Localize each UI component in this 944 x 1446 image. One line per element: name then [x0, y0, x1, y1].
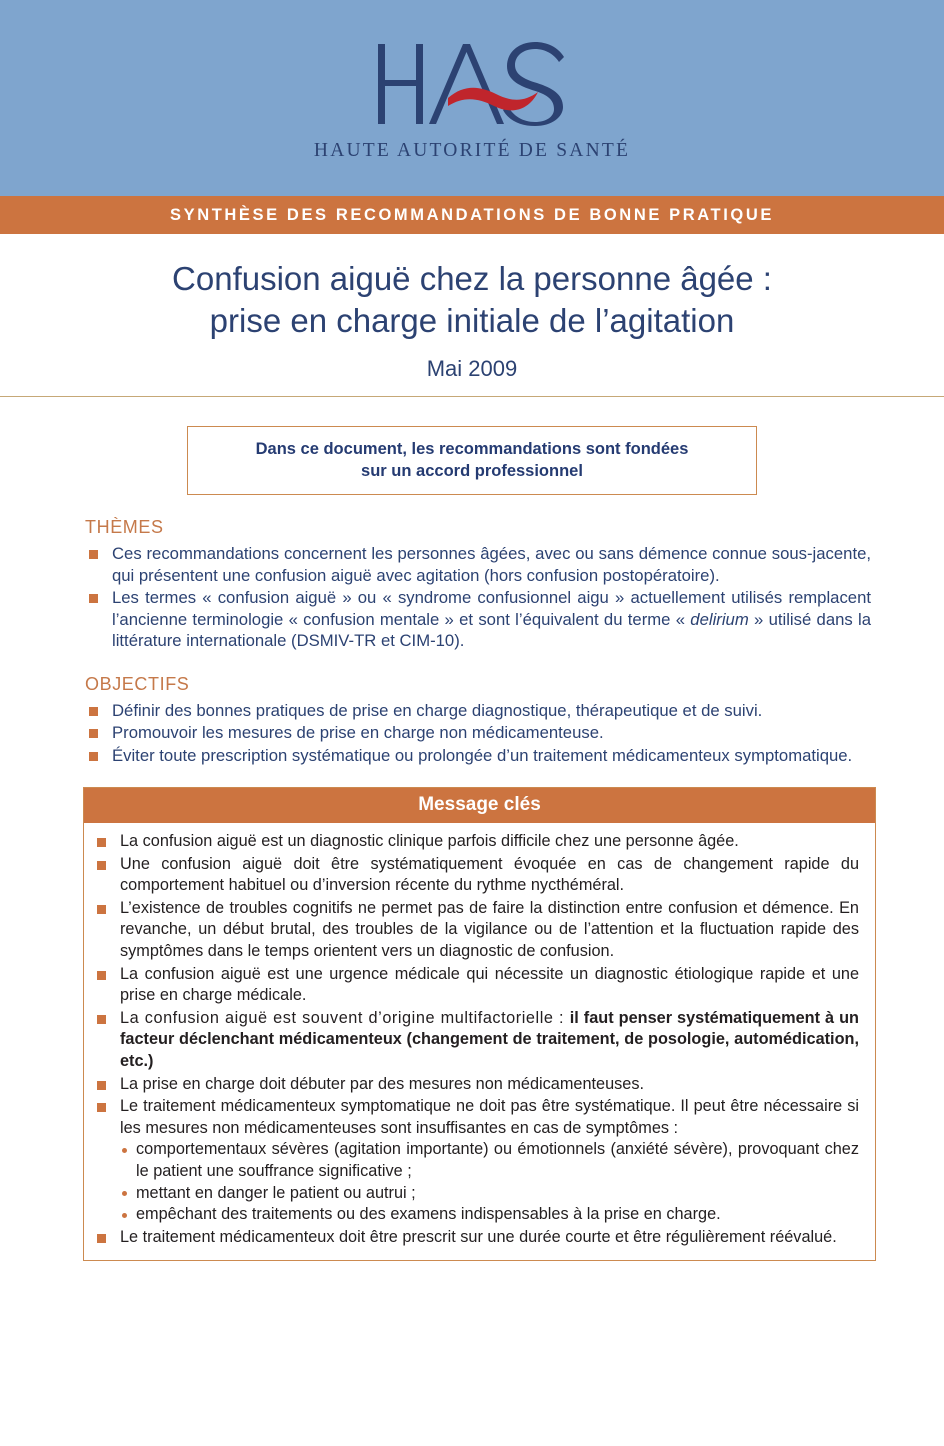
key-messages-box: [83, 787, 876, 1261]
objectifs-list: [85, 700, 871, 767]
key-message-4-bold: il faut penser systématiquement à un facteur déclenchant médicamenteux (changement de traitement, de posologie, automédication, etc.): [120, 1008, 860, 1070]
section-themes: [0, 517, 944, 652]
list-item: [85, 587, 871, 652]
list-item: Promouvoir les mesures de prise en charge non médicamenteuse.: [85, 722, 871, 744]
key-message-6-sublist: [120, 1139, 859, 1225]
key-messages-body: [84, 823, 875, 1260]
section-heading-objectifs: OBJECTIFS: [85, 673, 190, 694]
themes-list: [85, 543, 871, 652]
has-logo-tagline: HAUTE AUTORITÉ DE SANTÉ: [313, 140, 631, 161]
synthesis-banner: [0, 196, 944, 234]
section-objectifs: [0, 674, 944, 767]
accord-professionnel-note: [187, 426, 757, 495]
has-logo-svg: [372, 40, 572, 126]
section-heading-themes: THÈMES: [85, 517, 164, 537]
title-block: [0, 234, 944, 397]
note-line-2: sur un accord professionnel: [361, 462, 583, 480]
list-item: Une confusion aiguë doit être systématiquement évoquée en cas de changement rapide du comportement habituel ou d’inversion récente du rythme nycthéméral.: [94, 854, 859, 897]
key-message-6-text: Le traitement médicamenteux symptomatique ne doit pas être systématique. Il peut être nécessaire si les mesures non médicamenteuses sont insuffisantes en cas de symptômes :: [120, 1097, 859, 1137]
list-item: mettant en danger le patient ou autrui ;: [120, 1183, 859, 1205]
list-item: Le traitement médicamenteux doit être prescrit sur une durée courte et être régulièrement réévalué.: [94, 1227, 859, 1249]
publication-date: Mai 2009: [426, 356, 518, 381]
list-item: L’existence de troubles cognitifs ne permet pas de faire la distinction entre confusion et démence. En revanche, un début brutal, des troubles de la vigilance ou de l’attention et la fluctuation rapide des symptômes dans le temps orientent vers un diagnostic de confusion.: [94, 898, 859, 963]
list-item: La confusion aiguë est une urgence médicale qui nécessite un diagnostic étiologique rapide et une prise en charge médicale.: [94, 964, 859, 1007]
has-header-band: [0, 0, 944, 196]
list-item: empêchant des traitements ou des examens indispensables à la prise en charge.: [120, 1204, 859, 1226]
list-item: comportementaux sévères (agitation importante) ou émotionnels (anxiété sévère), provoquant chez le patient une souffrance significative ;: [120, 1139, 859, 1182]
list-item: Définir des bonnes pratiques de prise en charge diagnostique, thérapeutique et de suivi.: [85, 700, 871, 722]
themes-item-0-text: Ces recommandations concernent les personnes âgées, avec ou sans démence connue sous-jacente, qui présentent une confusion aiguë avec agitation (hors confusion postopératoire).: [112, 544, 871, 585]
key-message-4-lead: La confusion aiguë est souvent d’origine multifactorielle :: [120, 1008, 570, 1027]
themes-item-1-text-2: » utilisé dans la littérature internationale (DSMIV-TR et CIM-10).: [112, 609, 871, 650]
themes-item-1-italic: delirium: [690, 609, 749, 629]
list-item: [85, 543, 871, 586]
list-item: La confusion aiguë est un diagnostic clinique parfois difficile chez une personne âgée.: [94, 831, 859, 853]
list-item: [94, 1096, 859, 1226]
list-item: Éviter toute prescription systématique ou prolongée d’un traitement médicamenteux symptomatique.: [85, 745, 871, 767]
page-title-line-2: prise en charge initiale de l’agitation: [209, 302, 735, 339]
page-title: [0, 258, 944, 342]
list-item: La prise en charge doit débuter par des mesures non médicamenteuses.: [94, 1074, 859, 1096]
page-title-line-1: Confusion aiguë chez la personne âgée :: [172, 260, 772, 297]
key-messages-heading: Message clés: [84, 788, 875, 823]
has-logo: [314, 40, 630, 162]
has-logo-mark: [372, 40, 572, 126]
note-line-1: Dans ce document, les recommandations sont fondées: [255, 440, 689, 458]
key-messages-list: [94, 831, 859, 1248]
synthesis-banner-text: SYNTHÈSE DES RECOMMANDATIONS DE BONNE PRATIQUE: [170, 205, 774, 224]
list-item: [94, 1008, 859, 1073]
themes-item-1-text: Les termes « confusion aiguë » ou « syndrome confusionnel aigu » actuellement utilisés remplacent l’ancienne terminologie « confusion mentale » et sont l’équivalent du terme «: [112, 588, 871, 629]
